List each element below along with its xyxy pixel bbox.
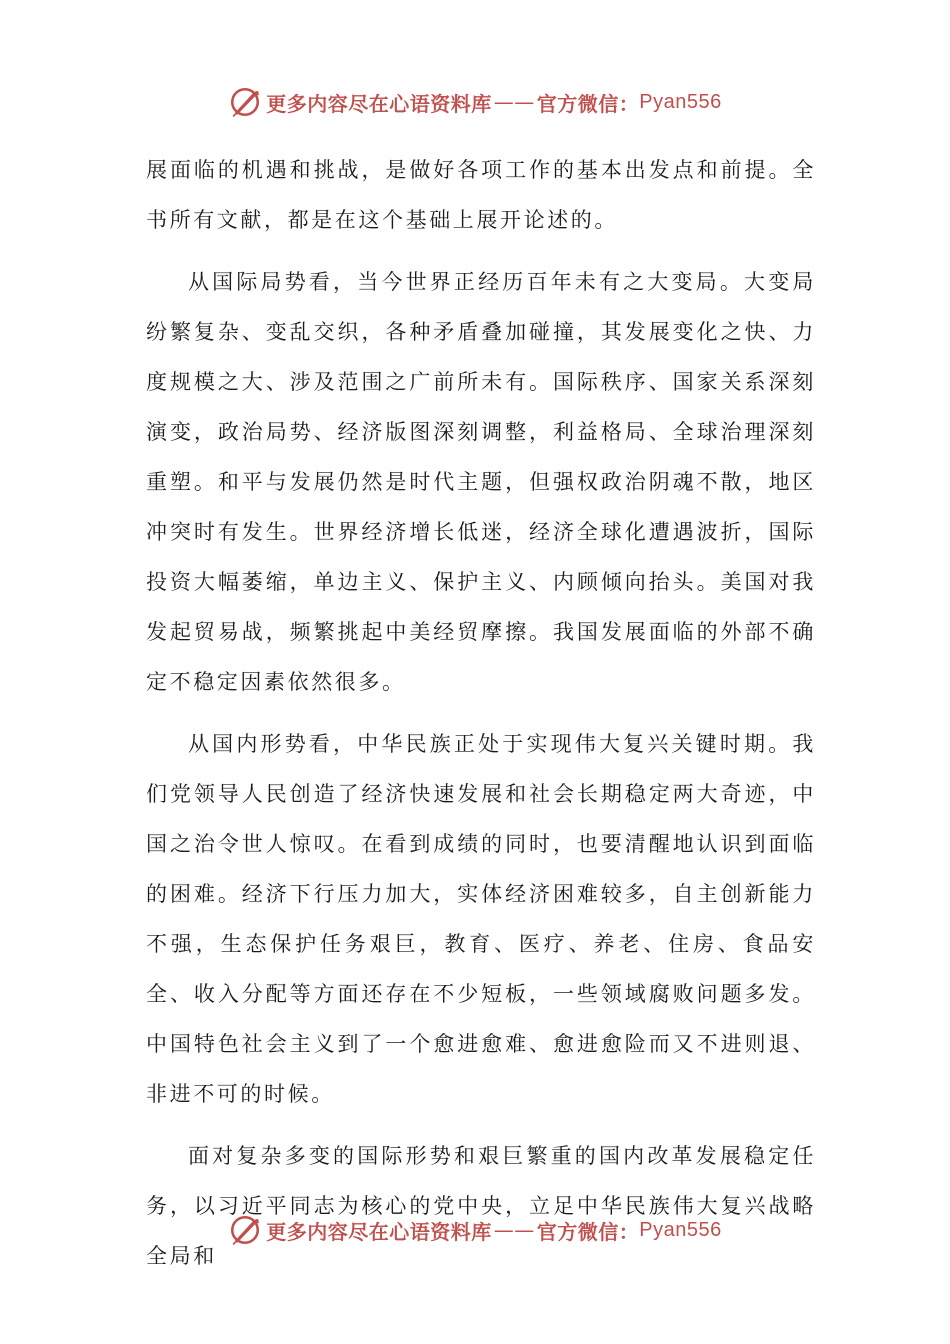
watermark-label: 官方微信： <box>536 1219 640 1244</box>
watermark-site-text: 更多内容尽在心语资料库 <box>266 1219 492 1244</box>
paragraph-3: 从国内形势看，中华民族正处于实现伟大复兴关键时期。我们党领导人民创造了经济快速发展和社会长期稳定两大奇迹，中国之治令世人惊叹。在看到成绩的同时，也要清醒地认识到面临的困难。经济下行压力加大，实体经济困难较多，自主创新能力不强，生态保护任务艰巨，教育、医疗、养老、住房、食品安全、收入分配等方面还存在不少短板，一些领域腐败问题多发。中国特色社会主义到了一个愈进愈难、愈进愈险而又不进则退、非进不可的时候。 <box>146 732 816 1106</box>
watermark-label: 官方微信： <box>536 91 640 116</box>
quill-pen-logo-icon <box>228 1213 262 1247</box>
watermark-site-text: 更多内容尽在心语资料库 <box>266 91 492 116</box>
watermark-dash: —— <box>493 1218 535 1242</box>
document-body <box>146 145 816 1281</box>
quill-pen-logo-icon <box>228 85 262 119</box>
paragraph-2: 从国际局势看，当今世界正经历百年未有之大变局。大变局纷繁复杂、变乱交织，各种矛盾叠加碰撞，其发展变化之快、力度规模之大、涉及范围之广前所未有。国际秩序、国家关系深刻演变，政治局势、经济版图深刻调整，利益格局、全球治理深刻重塑。和平与发展仍然是时代主题，但强权政治阴魂不散，地区冲突时有发生。世界经济增长低迷，经济全球化遭遇波折，国际投资大幅萎缩，单边主义、保护主义、内顾倾向抬头。美国对我发起贸易战，频繁挑起中美经贸摩擦。我国发展面临的外部不确定不稳定因素依然很多。 <box>146 270 816 694</box>
header-watermark <box>0 82 950 122</box>
footer-watermark <box>0 1210 950 1250</box>
paragraph-1: 展面临的机遇和挑战，是做好各项工作的基本出发点和前提。全书所有文献，都是在这个基础上展开论述的。 <box>146 158 816 232</box>
paragraph-4: 面对复杂多变的国际形势和艰巨繁重的国内改革发展稳定任务，以习近平同志为核心的党中央，立足中华民族伟大复兴战略全局和 <box>146 1144 816 1268</box>
watermark-wechat-id: Pyan556 <box>639 1218 722 1241</box>
watermark-dash: —— <box>493 90 535 114</box>
watermark-wechat-id: Pyan556 <box>639 90 722 113</box>
